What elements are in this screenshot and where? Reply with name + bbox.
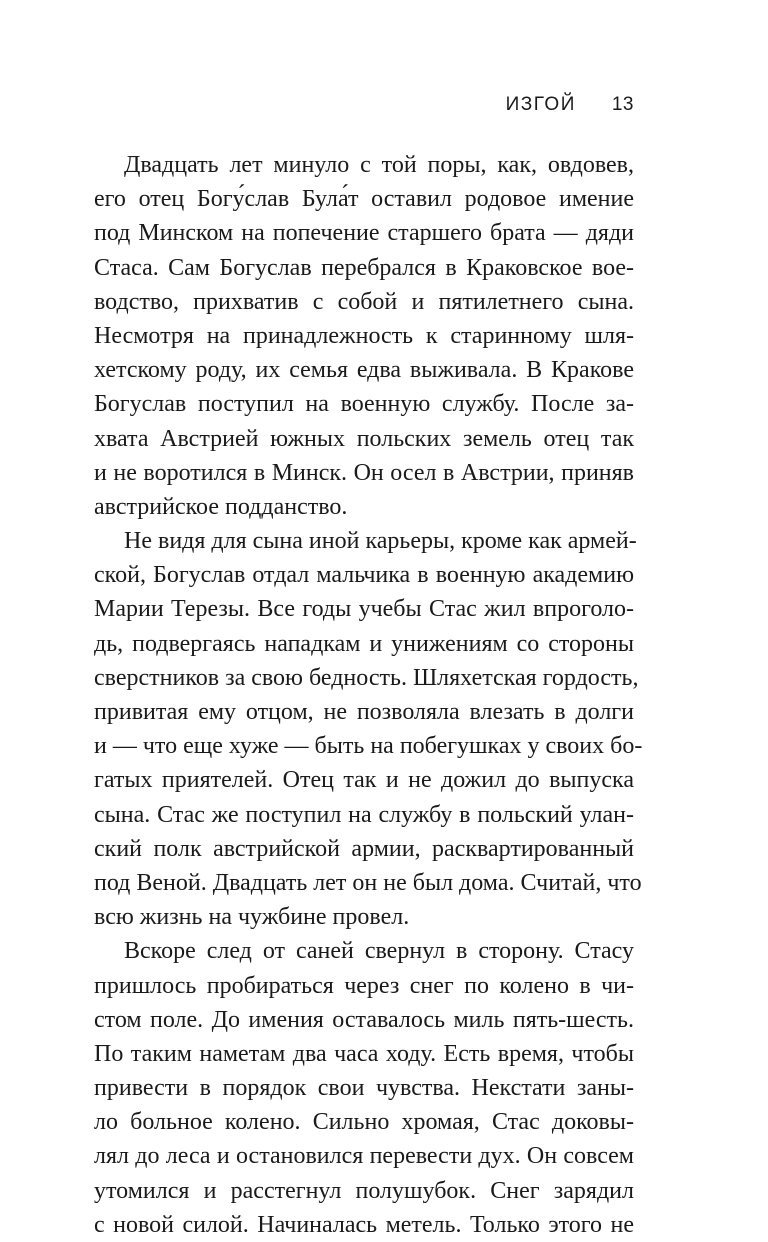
text-line: ской, Богуслав отдал мальчика в военную академию <box>94 562 634 589</box>
text-line: пришлось пробираться через снег по колено в чи- <box>94 972 634 999</box>
text-line: с новой силой. Начиналась метель. Только этого не <box>94 1211 634 1238</box>
text-line: хетскому роду, их семья едва выживала. В Кракове <box>94 357 634 384</box>
text-line: Марии Терезы. Все годы учебы Стас жил впроголо- <box>94 596 634 623</box>
text-line: По таким наметам два часа ходу. Есть время, чтобы <box>94 1040 634 1067</box>
text-line: Стаса. Сам Богуслав перебрался в Краковское вое- <box>94 254 634 281</box>
text-line: гатых приятелей. Отец так и не дожил до выпуска <box>94 767 634 794</box>
text-line: Несмотря на принадлежность к старинному шля- <box>94 322 634 349</box>
text-line: хвата Австрией южных польских земель отец так <box>94 425 634 452</box>
page-number: 13 <box>611 94 634 115</box>
text-line: привести в порядок свои чувства. Некстати заны- <box>94 1075 634 1102</box>
running-head-title: ИЗГОЙ <box>505 94 576 115</box>
text-line: ский полк австрийской армии, расквартированный <box>94 835 634 862</box>
text-line: под Минском на попечение старшего брата — дяди <box>94 220 634 247</box>
text-line: Двадцать лет минуло с той поры, как, овдовев, <box>124 152 634 178</box>
text-line: и не воротился в Минск. Он осел в Австрии, приняв <box>94 459 634 486</box>
text-line: дь, подвергаясь нападкам и унижениям со стороны <box>94 630 634 657</box>
text-line: под Веной. Двадцать лет он не был дома. Считай, что <box>94 869 642 896</box>
text-line: его отец Богу́слав Була́т оставил родовое имение <box>94 186 634 213</box>
text-line: стом поле. До имения оставалось миль пять-шесть. <box>94 1006 634 1033</box>
body-text <box>94 148 643 1242</box>
text-line: сына. Стас же поступил на службу в польский улан- <box>94 801 634 828</box>
text-line: австрийское подданство. <box>94 493 348 520</box>
text-line: и — что еще хуже — быть на побегушках у своих бо- <box>94 733 643 760</box>
text-line: привитая ему отцом, не позволяла влезать в долги <box>94 699 634 725</box>
running-head <box>506 94 634 116</box>
text-line: Богуслав поступил на военную службу. После за- <box>94 391 634 418</box>
text-line: водство, прихватив с собой и пятилетнего сына. <box>94 288 634 315</box>
text-line: утомился и расстегнул полушубок. Снег зарядил <box>94 1177 634 1204</box>
text-line: всю жизнь на чужбине провел. <box>94 904 410 931</box>
text-line: лял до леса и остановился перевести дух. Он совсем <box>94 1143 634 1170</box>
text-line: Не видя для сына иной карьеры, кроме как армей- <box>124 528 637 555</box>
text-line: Вскоре след от саней свернул в сторону. Стасу <box>124 938 634 965</box>
text-line: ло больное колено. Сильно хромая, Стас доковы- <box>94 1109 634 1136</box>
text-line: сверстников за свою бедность. Шляхетская гордость, <box>94 664 639 691</box>
